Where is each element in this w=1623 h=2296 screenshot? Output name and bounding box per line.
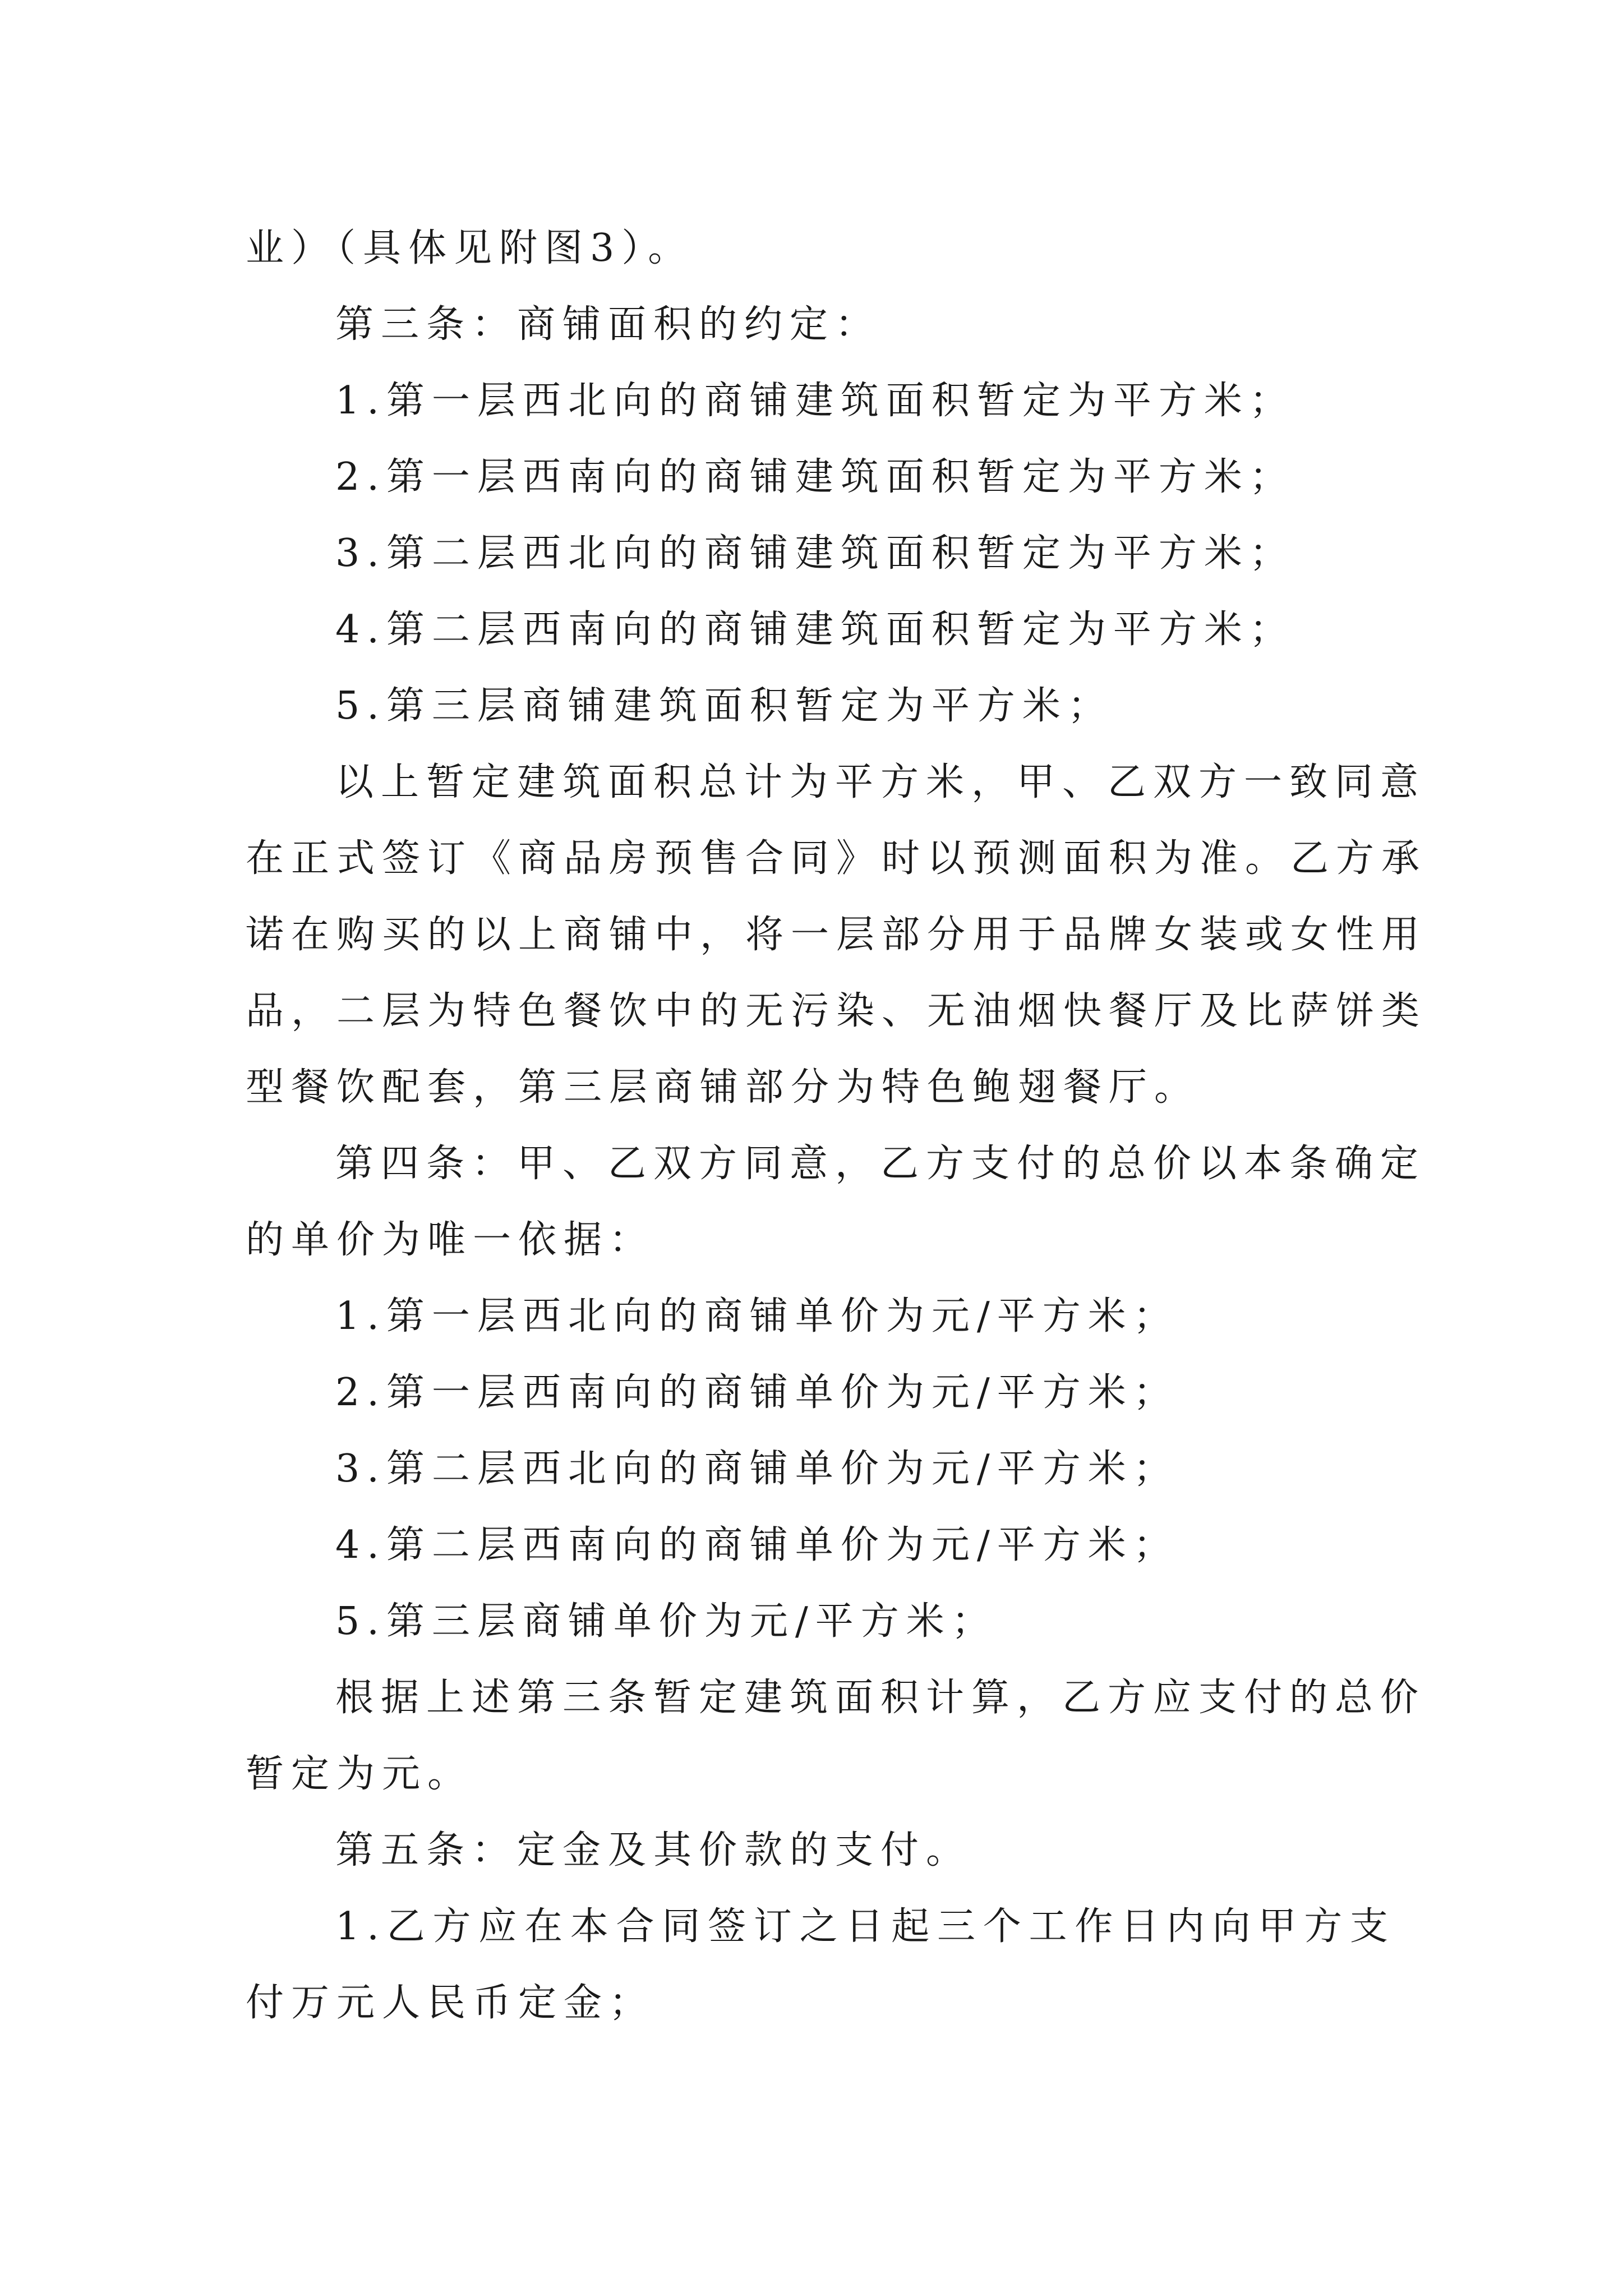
list-item: 4.第二层西南向的商铺建筑面积暂定为平方米；: [335, 608, 1295, 652]
list-item: 3.第二层西北向的商铺建筑面积暂定为平方米；: [335, 531, 1295, 576]
text-line: 型餐饮配套，第三层商铺部分为特色鲍翅餐厅。: [246, 1065, 1200, 1110]
list-item: 2.第一层西南向的商铺单价为元/平方米；: [335, 1370, 1179, 1415]
document-body: [246, 210, 1427, 2041]
list-item: 3.第二层西北向的商铺单价为元/平方米；: [335, 1447, 1179, 1491]
text-line: 付万元人民币定金；: [246, 1981, 655, 2025]
text-line: 品，二层为特色餐饮中的无污染、无油烟快餐厅及比萨饼类: [246, 989, 1427, 1033]
text-line: 暂定为元。: [246, 1752, 473, 1796]
text-line: 诺在购买的以上商铺中，将一层部分用于品牌女装或女性用: [246, 913, 1427, 957]
list-item: 5.第三层商铺单价为元/平方米；: [335, 1599, 997, 1644]
article-5-heading: 第五条：定金及其价款的支付。: [335, 1828, 972, 1872]
text-line: 业）（具体见附图3）。: [246, 226, 694, 270]
list-item: 2.第一层西南向的商铺建筑面积暂定为平方米；: [335, 455, 1295, 499]
list-item: 1.乙方应在本合同签订之日起三个工作日内向甲方支: [335, 1904, 1395, 1949]
text-line: 在正式签订《商品房预售合同》时以预测面积为准。乙方承: [246, 836, 1427, 881]
article-4-heading: 第四条：甲、乙双方同意，乙方支付的总价以本条确定: [335, 1142, 1426, 1186]
list-item: 1.第一层西北向的商铺建筑面积暂定为平方米；: [335, 379, 1295, 423]
text-line: 根据上述第三条暂定建筑面积计算，乙方应支付的总价: [335, 1676, 1426, 1720]
list-item: 1.第一层西北向的商铺单价为元/平方米；: [335, 1294, 1179, 1338]
article-3-heading: 第三条：商铺面积的约定：: [335, 302, 881, 347]
text-line: 的单价为唯一依据：: [246, 1218, 655, 1262]
list-item: 5.第三层商铺建筑面积暂定为平方米；: [335, 684, 1113, 728]
text-line: 以上暂定建筑面积总计为平方米，甲、乙双方一致同意: [335, 760, 1426, 804]
list-item: 4.第二层西南向的商铺单价为元/平方米；: [335, 1523, 1179, 1567]
